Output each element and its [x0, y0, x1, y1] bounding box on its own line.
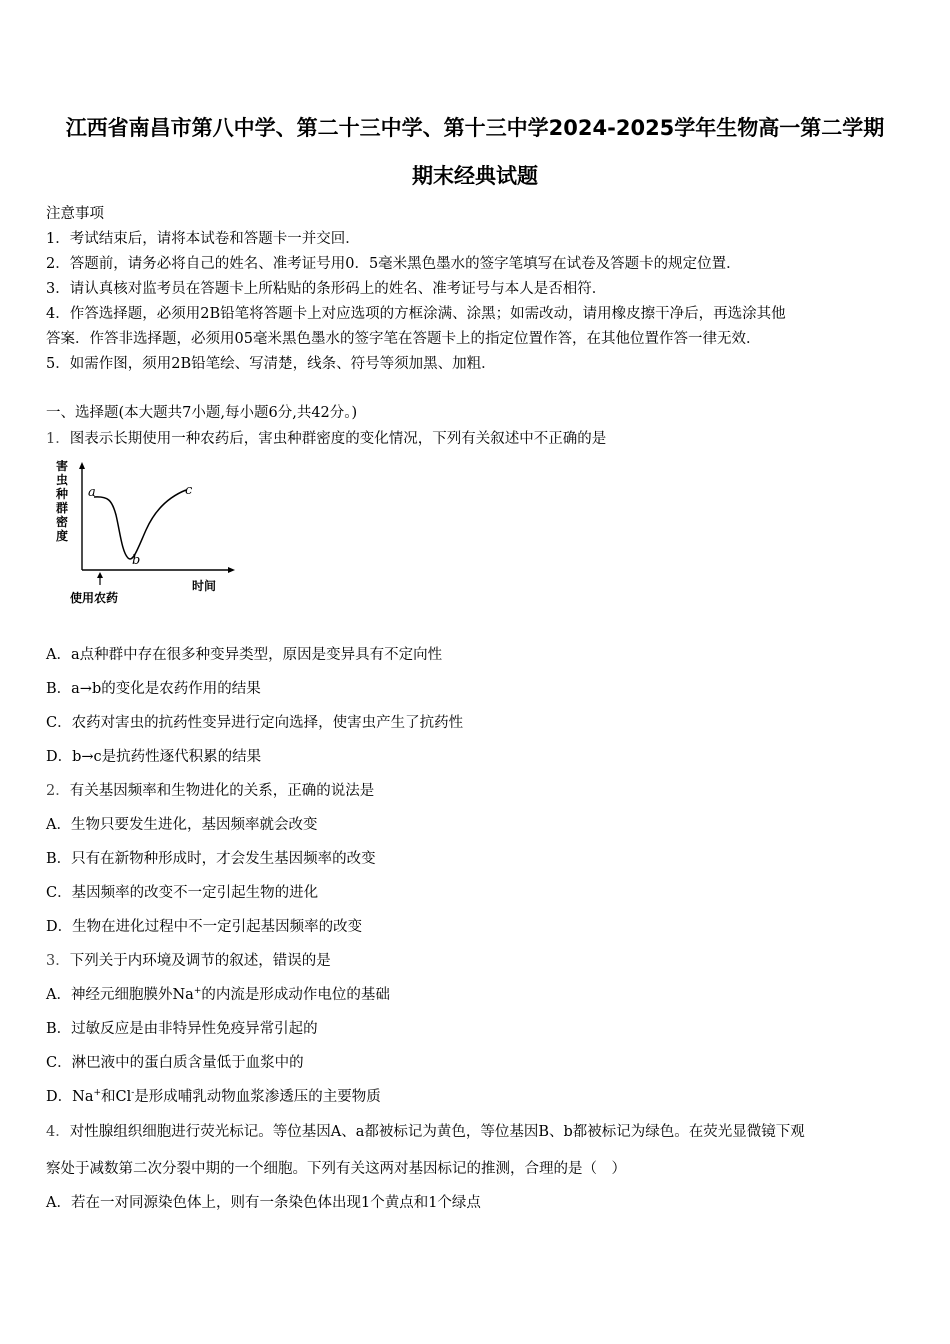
option-C: C．淋巴液中的蛋白质含量低于血浆中的: [46, 1055, 304, 1071]
notice-item: 答案．作答非选择题，必须用05毫米黑色墨水的签字笔在答题卡上的指定位置作答，在其他位置作答一律无效．: [46, 331, 761, 347]
question-1: [46, 427, 606, 448]
option-text: 和Cl: [101, 1089, 132, 1105]
option-A: A．若在一对同源染色体上，则有一条染色体出现1个黄点和1个绿点: [46, 1195, 481, 1211]
y-axis-label-char: 度: [56, 529, 69, 543]
x-axis-arrowhead: [228, 567, 235, 573]
notice-heading: 注意事项: [46, 206, 104, 222]
question-number: 3．: [46, 953, 70, 969]
question-4: [46, 1120, 805, 1141]
option-A: A．生物只要发生进化，基因频率就会改变: [46, 817, 318, 833]
superscript: +: [193, 986, 202, 997]
y-axis-arrowhead: [79, 462, 85, 469]
option-text: 是形成哺乳动物血浆渗透压的主要物质: [134, 1089, 381, 1105]
question-stem: 图表示长期使用一种农药后，害虫种群密度的变化情况，下列有关叙述中不正确的是: [69, 431, 607, 447]
question-number: 1．: [46, 431, 70, 447]
option-C: C．农药对害虫的抗药性变异进行定向选择，使害虫产生了抗药性: [46, 715, 464, 731]
density-curve: [94, 490, 186, 559]
option-D: [46, 1085, 381, 1106]
point-a-label: a: [88, 485, 96, 500]
option-text: D．Na: [46, 1089, 94, 1105]
pesticide-arrowhead: [97, 572, 103, 578]
notice-item: 5．如需作图，须用2B铅笔绘、写清楚，线条、符号等须加黑、加粗．: [46, 356, 496, 372]
y-axis-label-char: 种: [56, 487, 69, 501]
option-D: D．生物在进化过程中不一定引起基因频率的改变: [46, 919, 363, 935]
question-3: [46, 949, 331, 970]
section-heading: 一、选择题(本大题共7小题,每小题6分,共42分。): [46, 405, 358, 421]
question-stem: 下列关于内环境及调节的叙述，错误的是: [69, 953, 331, 969]
question-stem: 对性腺组织细胞进行荧光标记。等位基因A、a都被标记为黄色，等位基因B、b都被标记为绿色。在荧光显微镜下观: [69, 1124, 805, 1140]
option-B: B．过敏反应是由非特异性免疫异常引起的: [46, 1021, 318, 1037]
notice-item: 2．答题前，请务必将自己的姓名、准考证号用0．5毫米黑色墨水的签字笔填写在试卷及答题卡的规定位置．: [46, 256, 741, 272]
option-A: [46, 983, 390, 1004]
notice-item: 1．考试结束后，请将本试卷和答题卡一并交回．: [46, 231, 360, 247]
superscript: +: [93, 1088, 102, 1099]
y-axis-label-char: 群: [56, 501, 69, 515]
notice-item: 3．请认真核对监考员在答题卡上所粘贴的条形码上的姓名、准考证号与本人是否相符．: [46, 281, 607, 297]
question-number: 2．: [46, 783, 70, 799]
option-B: B．a→b的变化是农药作用的结果: [46, 681, 261, 697]
pest-density-graph: [52, 460, 242, 610]
question-number: 4．: [46, 1124, 70, 1140]
option-text: 的内流是形成动作电位的基础: [201, 987, 390, 1003]
superscript: -: [131, 1088, 135, 1099]
point-c-label: c: [185, 483, 193, 498]
x-axis-label: 时间: [192, 579, 217, 593]
pesticide-label: 使用农药: [70, 591, 119, 605]
option-text: A．神经元细胞膜外Na: [46, 987, 194, 1003]
y-axis-label-char: 害: [56, 460, 69, 473]
option-A: A．a点种群中存在很多种变异类型，原因是变异具有不定向性: [46, 647, 443, 663]
notice-item: 4．作答选择题，必须用2B铅笔将答题卡上对应选项的方框涂满、涂黑；如需改动，请用橡皮擦干净后，再选涂其他: [46, 306, 786, 322]
point-b-label: b: [132, 553, 141, 568]
option-B: B．只有在新物种形成时，才会发生基因频率的改变: [46, 851, 376, 867]
question-stem: 有关基因频率和生物进化的关系，正确的说法是: [69, 783, 375, 799]
question-2: [46, 779, 374, 800]
option-D: D．b→c是抗药性逐代积累的结果: [46, 749, 262, 765]
y-axis-label-char: 虫: [56, 473, 69, 487]
exam-title-line2: 期末经典试题: [412, 164, 538, 188]
exam-title-line1: 江西省南昌市第八中学、第二十三中学、第十三中学2024-2025学年生物高一第二学期: [65, 116, 885, 140]
option-C: C．基因频率的改变不一定引起生物的进化: [46, 885, 319, 901]
y-axis-label-char: 密: [56, 515, 69, 529]
question-4-continued: 察处于减数第二次分裂中期的一个细胞。下列有关这两对基因标记的推测，合理的是（ ）: [46, 1161, 626, 1177]
